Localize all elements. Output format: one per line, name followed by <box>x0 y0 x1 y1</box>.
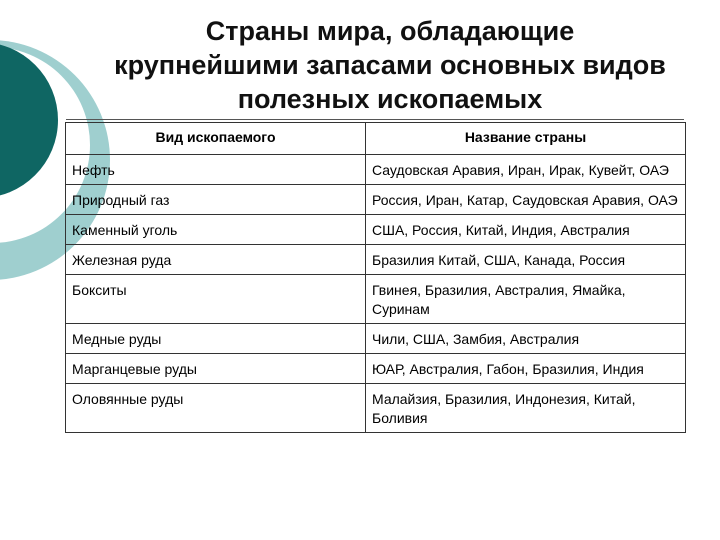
mineral-cell: Железная руда <box>66 245 366 275</box>
countries-cell: Бразилия Китай, США, Канада, Россия <box>366 245 686 275</box>
title-line-2: крупнейшими запасами основных видов <box>114 50 666 80</box>
mineral-cell: Медные руды <box>66 324 366 354</box>
mineral-cell: Марганцевые руды <box>66 354 366 384</box>
mineral-cell: Нефть <box>66 155 366 185</box>
countries-cell: Саудовская Аравия, Иран, Ирак, Кувейт, ОАЭ <box>366 155 686 185</box>
title-divider <box>66 119 684 120</box>
mineral-cell: Бокситы <box>66 275 366 324</box>
countries-cell: Малайзия, Бразилия, Индонезия, Китай, Боливия <box>366 384 686 433</box>
title-line-3: полезных ископаемых <box>237 84 543 114</box>
table-row <box>66 185 686 215</box>
table-row <box>66 275 686 324</box>
table-row <box>66 354 686 384</box>
mineral-cell: Каменный уголь <box>66 215 366 245</box>
table-row <box>66 245 686 275</box>
table-row <box>66 155 686 185</box>
table-header-row <box>66 123 686 155</box>
header-mineral: Вид ископаемого <box>66 123 366 155</box>
minerals-table <box>65 122 686 433</box>
page-title <box>60 14 720 116</box>
countries-cell: Чили, США, Замбия, Австралия <box>366 324 686 354</box>
table-row <box>66 215 686 245</box>
header-country: Название страны <box>366 123 686 155</box>
table-row <box>66 324 686 354</box>
countries-cell: Гвинея, Бразилия, Австралия, Ямайка, Суринам <box>366 275 686 324</box>
mineral-cell: Природный газ <box>66 185 366 215</box>
title-line-1: Страны мира, обладающие <box>205 16 575 46</box>
countries-cell: Россия, Иран, Катар, Саудовская Аравия, ОАЭ <box>366 185 686 215</box>
table-row <box>66 384 686 433</box>
mineral-cell: Оловянные руды <box>66 384 366 433</box>
countries-cell: ЮАР, Австралия, Габон, Бразилия, Индия <box>366 354 686 384</box>
countries-cell: США, Россия, Китай, Индия, Австралия <box>366 215 686 245</box>
